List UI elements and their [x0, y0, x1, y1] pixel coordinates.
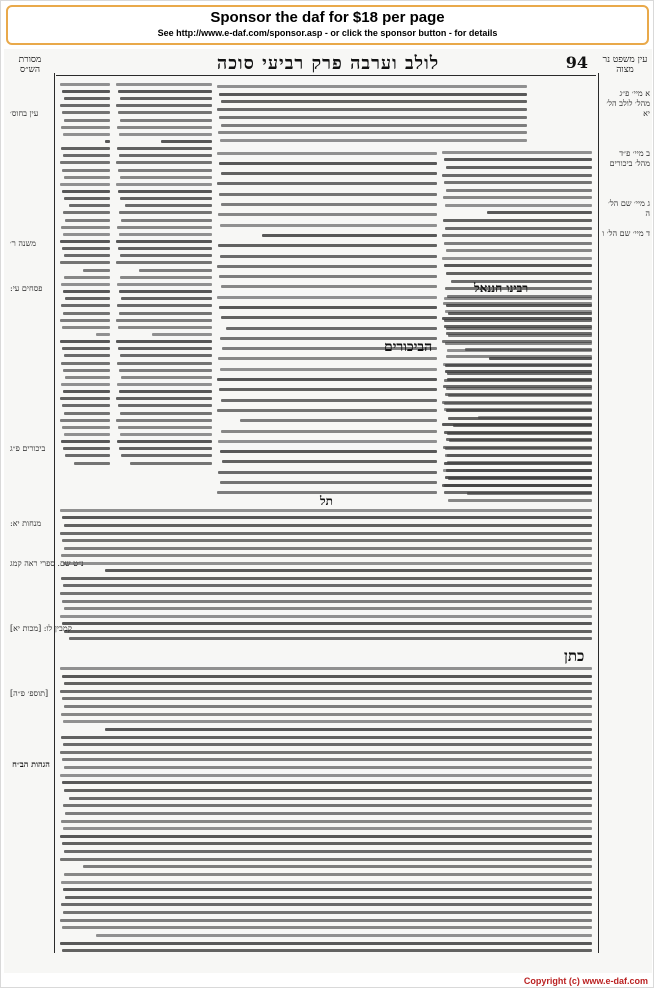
text-line — [60, 858, 592, 861]
left-margin-note: [תוספ׳ פ״ה] — [10, 689, 49, 698]
text-line — [218, 131, 527, 134]
text-line — [448, 477, 592, 480]
gemara-end-word: תל — [320, 494, 333, 508]
text-line — [152, 333, 212, 336]
sponsor-banner[interactable] — [6, 5, 649, 45]
text-line — [119, 369, 212, 372]
text-line — [62, 247, 110, 250]
mishnah-label: הביכורים — [384, 339, 433, 355]
text-line — [120, 119, 212, 122]
left-margin-note: משנה ר׳ — [10, 239, 36, 248]
text-line — [220, 255, 437, 258]
text-line — [116, 183, 212, 186]
text-line — [62, 169, 110, 172]
text-line — [262, 234, 437, 237]
text-line — [63, 584, 592, 587]
text-line — [446, 166, 592, 169]
text-line — [489, 357, 592, 360]
text-line — [60, 751, 592, 754]
text-line — [118, 247, 212, 250]
text-line — [60, 774, 592, 777]
text-line — [118, 426, 212, 429]
text-line — [65, 896, 593, 899]
text-line — [446, 409, 592, 412]
text-line — [61, 383, 110, 386]
text-line — [121, 297, 213, 300]
text-line — [446, 304, 592, 307]
text-line — [63, 888, 592, 891]
right-margin-note: ב מיי׳ פ״ד מהל׳ ביכורים — [609, 149, 650, 168]
text-line — [62, 758, 592, 761]
text-line — [62, 426, 110, 429]
text-line — [116, 83, 212, 86]
text-line — [63, 390, 110, 393]
text-line — [220, 481, 437, 484]
text-line — [118, 90, 212, 93]
text-line — [217, 85, 527, 88]
text-line — [119, 390, 212, 393]
text-line — [218, 440, 437, 443]
commentary-bottom-block — [60, 665, 592, 955]
text-line — [61, 126, 110, 129]
text-line — [444, 158, 592, 161]
text-line — [119, 312, 212, 315]
text-line — [117, 147, 212, 150]
text-line — [64, 766, 592, 769]
running-head: לולב וערבה פרק רביעי סוכה — [216, 53, 440, 74]
text-line — [62, 842, 592, 845]
text-line — [447, 372, 592, 375]
text-line — [63, 154, 110, 157]
text-line — [119, 290, 212, 293]
text-line — [446, 272, 592, 275]
text-line — [445, 364, 592, 367]
rashi-top-block — [217, 83, 527, 145]
text-line — [116, 419, 212, 422]
text-line — [218, 213, 437, 216]
text-line — [220, 368, 437, 371]
text-line — [60, 942, 592, 945]
text-line — [121, 376, 213, 379]
gemara-block — [217, 149, 437, 499]
text-line — [65, 376, 111, 379]
text-line — [442, 151, 592, 154]
right-commentary-title: רבינו חננאל — [474, 281, 529, 295]
text-line — [60, 319, 110, 322]
text-line — [83, 269, 111, 272]
left-margin-title: מסורת הש״ס — [18, 55, 42, 75]
text-line — [448, 417, 592, 420]
tosafot-inner-block — [60, 81, 110, 467]
text-line — [447, 454, 592, 457]
copyright-link[interactable]: Copyright (c) www.e-daf.com — [523, 976, 648, 986]
text-line — [60, 183, 110, 186]
text-line — [63, 562, 592, 565]
text-line — [63, 211, 110, 214]
text-line — [64, 850, 592, 853]
text-line — [118, 326, 212, 329]
text-line — [96, 934, 592, 937]
text-line — [63, 804, 592, 807]
text-line — [445, 447, 592, 450]
text-line — [445, 204, 592, 207]
text-line — [219, 275, 437, 278]
text-line — [64, 682, 592, 685]
text-line — [118, 190, 212, 193]
text-line — [217, 152, 437, 155]
text-line — [217, 378, 437, 381]
text-line — [60, 161, 110, 164]
text-line — [117, 362, 212, 365]
text-line — [63, 369, 110, 372]
text-line — [444, 242, 592, 245]
text-line — [62, 111, 110, 114]
text-line — [222, 460, 438, 463]
text-line — [116, 261, 212, 264]
text-line — [65, 812, 593, 815]
text-line — [221, 285, 437, 288]
text-line — [60, 509, 592, 512]
text-line — [453, 424, 592, 427]
text-line — [61, 283, 110, 286]
text-line — [61, 903, 592, 906]
text-line — [63, 447, 110, 450]
text-line — [120, 412, 212, 415]
text-line — [117, 283, 212, 286]
text-line — [65, 454, 111, 457]
text-line — [116, 340, 212, 343]
text-line — [116, 319, 212, 322]
text-line — [62, 675, 592, 678]
text-line — [444, 484, 592, 487]
text-line — [117, 383, 212, 386]
text-line — [64, 254, 110, 257]
text-line — [64, 176, 110, 179]
text-line — [220, 139, 527, 142]
left-margin-note: ביכורים פ״ג — [10, 444, 46, 453]
text-line — [65, 219, 111, 222]
text-line — [218, 357, 437, 360]
text-line — [217, 265, 437, 268]
text-line — [62, 326, 110, 329]
left-margin-note: עין בחוס׳ — [10, 109, 39, 118]
text-line — [64, 873, 592, 876]
text-line — [63, 233, 110, 236]
text-line — [116, 397, 212, 400]
text-line — [64, 97, 110, 100]
mishnah-opening-word: כתן — [564, 647, 585, 665]
text-line — [139, 269, 213, 272]
text-line — [221, 124, 527, 127]
text-line — [63, 312, 110, 315]
text-line — [64, 630, 592, 633]
text-line — [125, 204, 212, 207]
haggahot-label: הגהות הב״ח — [12, 759, 50, 769]
text-line — [219, 193, 437, 196]
text-line — [448, 334, 592, 337]
text-line — [218, 471, 437, 474]
text-line — [60, 340, 110, 343]
text-line — [120, 354, 212, 357]
text-line — [116, 104, 212, 107]
text-line — [74, 462, 111, 465]
text-line — [60, 240, 110, 243]
left-margin-note: נ״ט שם. ספרי ראה קמג — [10, 559, 84, 568]
text-line — [116, 161, 212, 164]
sponsor-title[interactable]: Sponsor the daf for $18 per page — [210, 9, 445, 26]
text-line — [62, 190, 110, 193]
right-margin-rule — [598, 73, 599, 953]
text-line — [443, 219, 592, 222]
text-line — [444, 297, 592, 300]
commentary-middle-block — [60, 507, 592, 643]
text-line — [120, 97, 212, 100]
text-line — [83, 865, 593, 868]
text-line — [446, 249, 592, 252]
right-margin-note: ד מיי׳ שם הל׳ ו — [602, 229, 650, 238]
text-line — [62, 516, 592, 519]
text-line — [446, 469, 592, 472]
text-line — [62, 404, 110, 407]
text-line — [60, 919, 592, 922]
text-line — [61, 554, 592, 557]
text-line — [61, 577, 592, 580]
text-line — [64, 354, 110, 357]
text-line — [444, 319, 592, 322]
text-line — [445, 227, 592, 230]
left-margin-note: מנחות יא: — [10, 519, 42, 528]
text-line — [116, 240, 212, 243]
text-line — [447, 432, 592, 435]
text-line — [62, 949, 592, 952]
left-margin-note: פסחים עי: — [10, 284, 43, 293]
tosafot-upper-block — [116, 81, 212, 467]
header-rule — [56, 75, 596, 76]
text-line — [64, 524, 592, 527]
text-line — [219, 388, 437, 391]
text-line — [119, 154, 212, 157]
right-margin-note: ג מיי׳ שם הל׳ ה — [608, 199, 650, 218]
text-line — [217, 296, 437, 299]
text-line — [63, 290, 110, 293]
text-line — [61, 736, 592, 739]
text-line — [60, 83, 110, 86]
text-line — [61, 362, 110, 365]
text-line — [217, 108, 527, 111]
text-line — [61, 226, 110, 229]
text-line — [130, 462, 213, 465]
text-line — [219, 93, 527, 96]
text-line — [448, 394, 592, 397]
text-line — [60, 667, 592, 670]
text-line — [105, 140, 110, 143]
text-line — [69, 637, 592, 640]
text-line — [448, 312, 592, 315]
page-number: 94 — [565, 53, 588, 72]
text-line — [61, 147, 110, 150]
text-line — [120, 197, 212, 200]
text-line — [63, 911, 592, 914]
text-line — [61, 820, 592, 823]
text-line — [119, 447, 212, 450]
text-line — [119, 211, 212, 214]
text-line — [60, 104, 110, 107]
text-line — [61, 713, 592, 716]
text-line — [117, 304, 212, 307]
text-line — [118, 347, 212, 350]
text-line — [226, 327, 437, 330]
text-line — [62, 697, 592, 700]
text-line — [105, 569, 592, 572]
text-line — [448, 499, 592, 502]
text-line — [487, 211, 592, 214]
text-line — [61, 440, 110, 443]
text-line — [120, 433, 212, 436]
text-line — [442, 257, 592, 260]
text-line — [121, 219, 213, 222]
text-line — [118, 111, 212, 114]
sponsor-subtitle[interactable]: See http://www.e-daf.com/sponsor.asp - or click the sponsor button - for details — [157, 28, 498, 38]
text-line — [120, 176, 212, 179]
text-line — [60, 419, 110, 422]
text-line — [449, 439, 593, 442]
right-margin-title: עין משפט נר מצוה — [602, 55, 648, 75]
text-line — [62, 90, 110, 93]
text-line — [60, 261, 110, 264]
text-line — [221, 399, 437, 402]
text-line — [62, 622, 592, 625]
text-line — [161, 140, 212, 143]
text-line — [219, 116, 527, 119]
text-line — [69, 797, 592, 800]
text-line — [221, 430, 437, 433]
text-line — [221, 100, 527, 103]
text-line — [63, 720, 592, 723]
right-margin-note: א מיי׳ פ״ג מהל׳ לולב הל׳ יא — [606, 89, 650, 118]
text-line — [65, 297, 111, 300]
text-line — [118, 404, 212, 407]
text-line — [442, 234, 592, 237]
text-line — [62, 926, 592, 929]
text-line — [444, 462, 592, 465]
talmud-page-scan — [4, 49, 652, 973]
text-line — [117, 126, 212, 129]
text-line — [445, 342, 592, 345]
text-line — [64, 119, 110, 122]
left-margin-note: קמבין לו: [מכות יא] — [10, 624, 72, 633]
text-line — [446, 189, 592, 192]
text-line — [221, 172, 437, 175]
text-line — [64, 433, 110, 436]
text-line — [64, 547, 592, 550]
text-line — [444, 379, 592, 382]
text-line — [60, 835, 592, 838]
text-line — [62, 347, 110, 350]
text-line — [60, 615, 592, 618]
text-line — [61, 304, 110, 307]
text-line — [63, 133, 110, 136]
text-line — [60, 397, 110, 400]
text-line — [444, 402, 592, 405]
text-line — [64, 607, 592, 610]
text-line — [217, 409, 437, 412]
text-line — [219, 306, 437, 309]
left-margin-rule — [54, 73, 55, 953]
text-line — [467, 492, 593, 495]
text-line — [118, 169, 212, 172]
text-line — [221, 203, 437, 206]
text-line — [447, 349, 592, 352]
text-line — [60, 592, 592, 595]
text-line — [60, 532, 592, 535]
text-line — [62, 600, 592, 603]
text-line — [64, 412, 110, 415]
text-line — [444, 264, 592, 267]
text-line — [444, 181, 592, 184]
text-line — [61, 881, 592, 884]
text-line — [217, 182, 437, 185]
text-line — [105, 728, 592, 731]
rabbeinu-chananel-block — [444, 295, 592, 505]
text-line — [120, 254, 212, 257]
text-line — [69, 204, 110, 207]
text-line — [220, 224, 437, 227]
text-line — [443, 196, 592, 199]
text-line — [96, 333, 110, 336]
text-line — [64, 789, 592, 792]
text-line — [442, 174, 592, 177]
text-line — [119, 133, 212, 136]
text-line — [64, 705, 592, 708]
text-line — [60, 690, 592, 693]
text-line — [446, 387, 592, 390]
text-line — [63, 743, 592, 746]
text-line — [62, 781, 592, 784]
text-line — [218, 244, 437, 247]
text-line — [117, 440, 212, 443]
text-line — [64, 197, 110, 200]
text-line — [219, 162, 437, 165]
text-line — [220, 450, 437, 453]
text-line — [63, 827, 592, 830]
text-line — [446, 327, 592, 330]
text-line — [121, 454, 213, 457]
text-line — [221, 316, 437, 319]
text-line — [117, 226, 212, 229]
text-line — [119, 233, 212, 236]
text-line — [240, 419, 438, 422]
text-line — [62, 539, 592, 542]
text-line — [120, 276, 212, 279]
text-line — [64, 276, 110, 279]
